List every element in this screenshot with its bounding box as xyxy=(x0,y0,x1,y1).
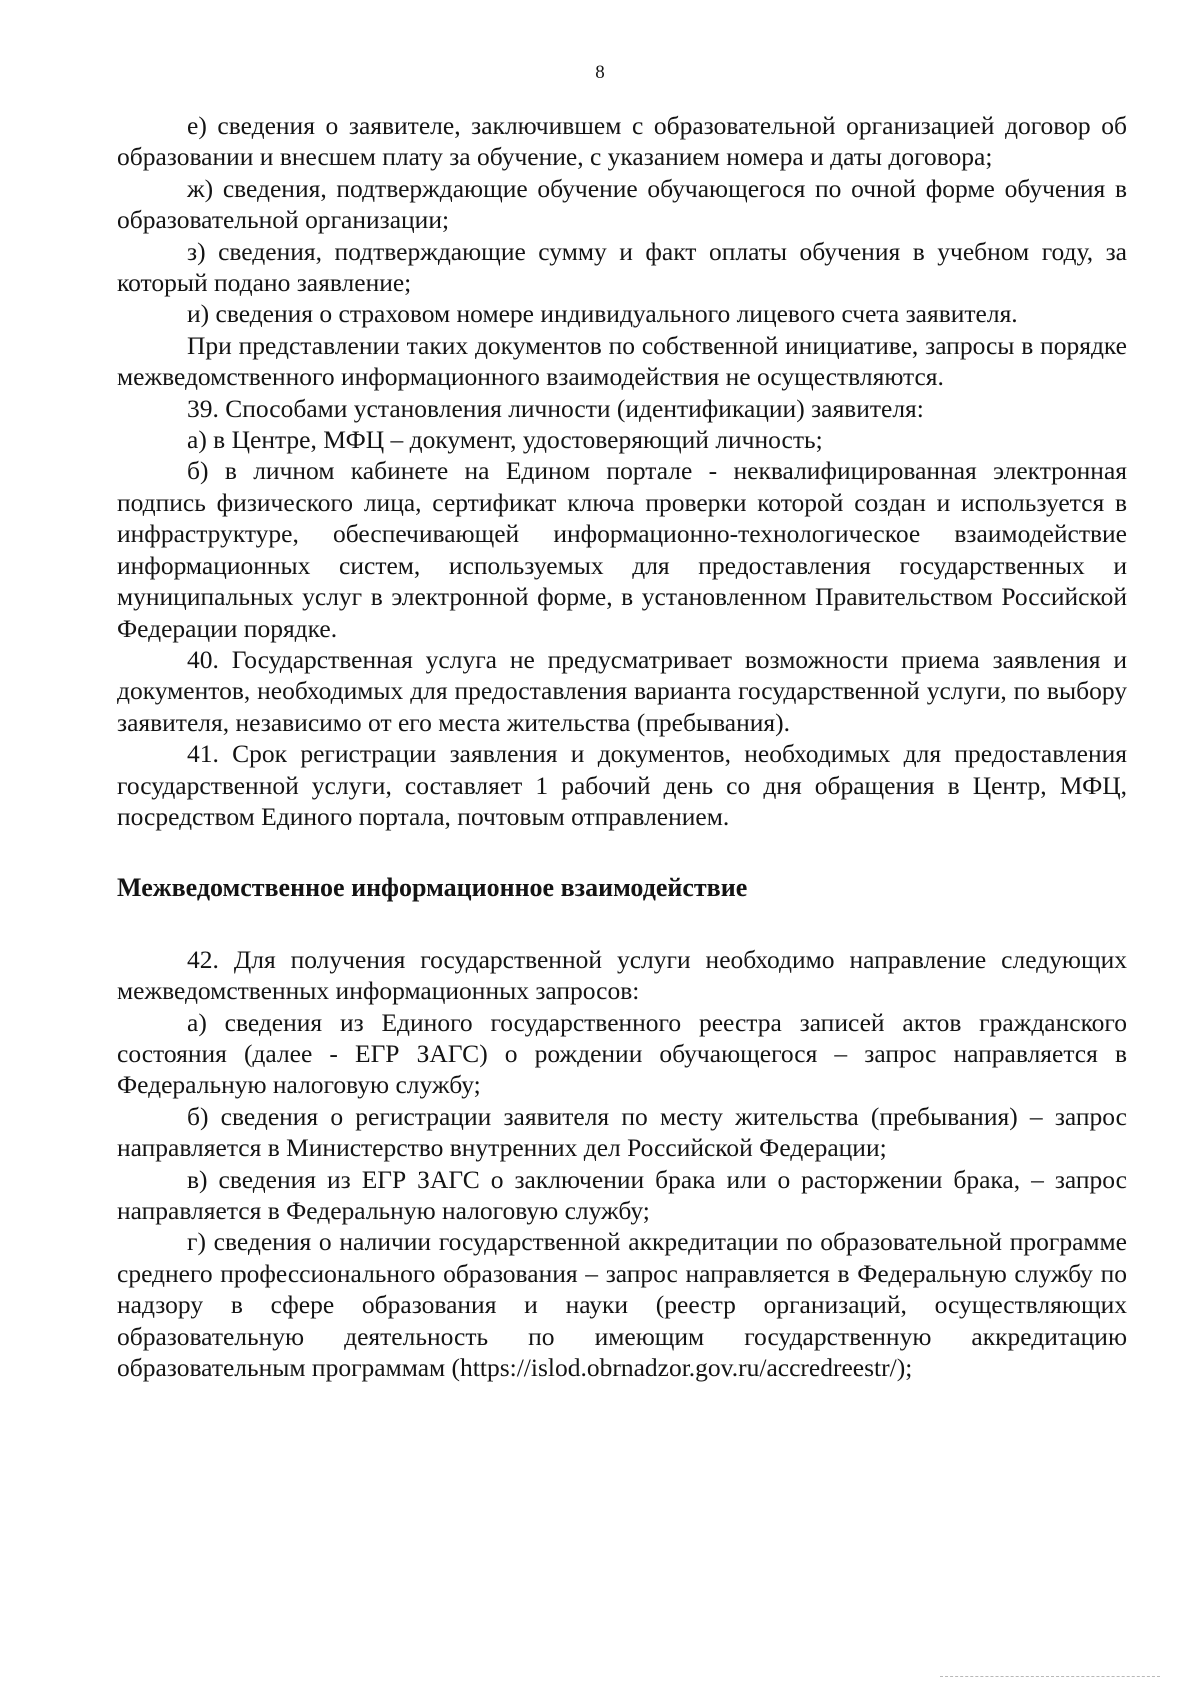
section-heading: Межведомственное информационное взаимодействие xyxy=(117,873,748,903)
paragraph-e: е) сведения о заявителе, заключившем с образовательной организацией договор об образовании и внесшем плату за обучение, с указанием номера и даты договора; xyxy=(117,111,1127,172)
scan-edge-line xyxy=(940,1676,1160,1677)
paragraph-z: з) сведения, подтверждающие сумму и факт оплаты обучения в учебном году, за который подано заявление; xyxy=(117,236,1127,298)
paragraph-42-a: а) сведения из Единого государственного реестра записей актов гражданского состояния (далее - ЕГР ЗАГС) о рождении обучающегося – запрос направляется в Федеральную налоговую службу; xyxy=(117,1007,1127,1100)
paragraph-zh: ж) сведения, подтверждающие обучение обучающегося по очной форме обучения в образовательной организации; xyxy=(117,173,1127,235)
paragraph-41: 41. Срок регистрации заявления и документов, необходимых для предоставления государственной услуги, составляет 1 рабочий день со дня обращения в Центр, МФЦ, посредством Единого портала, почтовым отправлением. xyxy=(117,739,1127,831)
document-body xyxy=(117,110,1127,1383)
paragraph-39-a: а) в Центре, МФЦ – документ, удостоверяющий личность; xyxy=(187,425,823,455)
paragraph-42: 42. Для получения государственной услуги необходимо направление следующих межведомственных информационных запросов: xyxy=(117,944,1127,1006)
paragraph-i: и) сведения о страховом номере индивидуального лицевого счета заявителя. xyxy=(187,299,1018,329)
paragraph-42-v: в) сведения из ЕГР ЗАГС о заключении брака или о расторжении брака, – запрос направляется в Федеральную налоговую службу; xyxy=(117,1164,1127,1225)
page-number: 8 xyxy=(595,62,605,83)
paragraph-42-g: г) сведения о наличии государственной аккредитации по образовательной программе среднего профессионального образования – запрос направляется в Федеральную службу по надзору в сфере образования и науки (реестр организаций, осуществляющих образовательную деятельность по имеющим государственную аккредитацию образовательным программам (https://islod.obrnadzor.gov.ru/accredreestr/); xyxy=(117,1227,1127,1383)
paragraph-39-b: б) в личном кабинете на Едином портале - неквалифицированная электронная подпись физического лица, сертификат ключа проверки которой создан и используется в инфраструктуре, обеспечивающей информационно-технологическое взаимодействие информационных систем, используемых для предоставления государственных и муниципальных услуг в электронной форме, в установленном Правительством Российской Федерации порядке. xyxy=(117,456,1127,643)
paragraph-39: 39. Способами установления личности (идентификации) заявителя: xyxy=(187,393,924,423)
paragraph-42-b: б) сведения о регистрации заявителя по месту жительства (пребывания) – запрос направляется в Министерство внутренних дел Российской Федерации; xyxy=(117,1101,1127,1163)
paragraph-40: 40. Государственная услуга не предусматривает возможности приема заявления и документов, необходимых для предоставления варианта государственной услуги, по выбору заявителя, независимо от его места жительства (пребывания). xyxy=(117,644,1127,737)
paragraph-initiative: При представлении таких документов по собственной инициативе, запросы в порядке межведомственного информационного взаимодействия не осуществляются. xyxy=(117,330,1127,392)
